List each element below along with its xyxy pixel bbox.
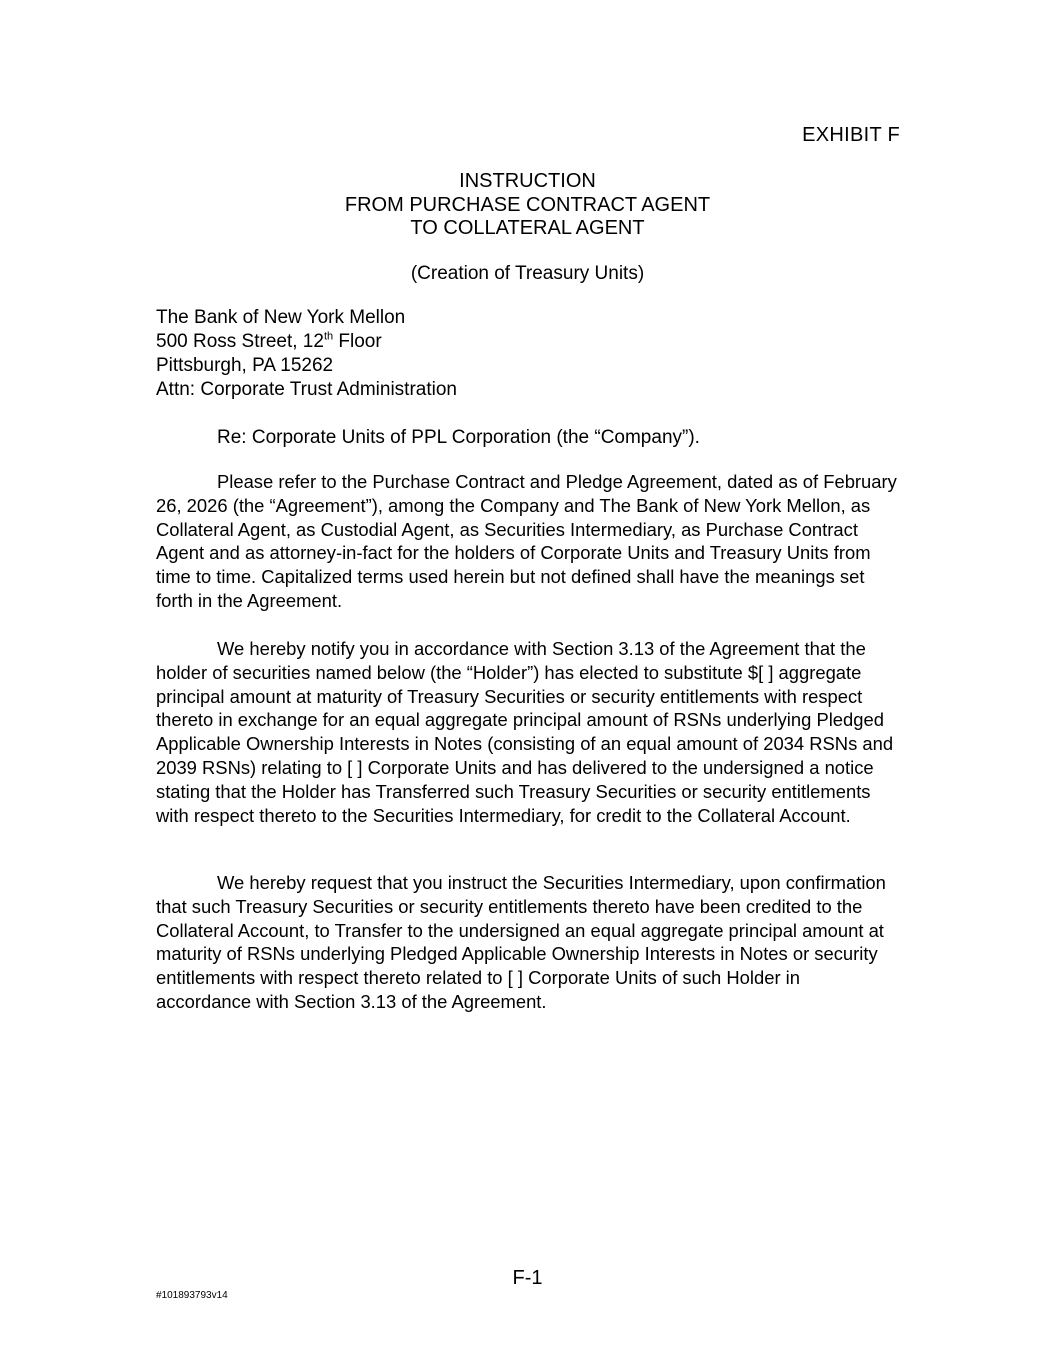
title-line-3: TO COLLATERAL AGENT [410,217,645,239]
address-line-1: The Bank of New York Mellon [156,307,406,328]
address-floor-suffix: th [323,330,334,343]
address-floor: Floor [333,331,382,352]
document-subtitle: (Creation of Treasury Units) [410,263,645,284]
document-title [0,170,1055,241]
address-line-2 [156,330,457,354]
address-street: 500 Ross Street, 12 [156,331,324,352]
body-paragraph-3: We hereby request that you instruct the Securities Intermediary, upon confirmation that such Treasury Securities or security entitlements thereto have been credited to the Collateral Account, to Transfer to the undersigned an equal aggregate principal amount at maturity of RSNs underlying Pledged Applicable Ownership Interests in Notes or security entitlements with respect thereto related to [ ] Corporate Units of such Holder in accordance with Section 3.13 of the Agreement. [156,872,886,1012]
title-line-1: INSTRUCTION [459,170,596,192]
address-line-3: Pittsburgh, PA 15262 [156,355,334,376]
body-paragraph-1: Please refer to the Purchase Contract and Pledge Agreement, dated as of February 26, 2026 (the “Agreement”), among the Company and The Bank of New York Mellon, as Collateral Agent, as Custodial Agent, as Securities Intermediary, as Purchase Contract Agent and as attorney-in-fact for the holders of Corporate Units and Treasury Units from time to time. Capitalized terms used herein but not defined shall have the meanings set forth in the Agreement. [156,471,897,611]
recipient-address [156,306,457,402]
address-line-4: Attn: Corporate Trust Administration [156,379,457,400]
page-number: F-1 [512,1267,543,1289]
body-paragraph-2: We hereby notify you in accordance with Section 3.13 of the Agreement that the holder of securities named below (the “Holder”) has elected to substitute $[ ] aggregate principal amount at maturity of Treasury Securities or security entitlements with respect thereto in exchange for an equal aggregate principal amount of RSNs underlying Pledged Applicable Ownership Interests in Notes (consisting of an equal amount of 2034 RSNs and 2039 RSNs) relating to [ ] Corporate Units and has delivered to the undersigned a notice stating that the Holder has Transferred such Treasury Securities or security entitlements with respect thereto to the Securities Intermediary, for credit to the Collateral Account. [156,638,894,826]
re-line: Re: Corporate Units of PPL Corporation (the “Company”). [217,427,700,448]
title-line-2: FROM PURCHASE CONTRACT AGENT [344,193,711,216]
exhibit-label: EXHIBIT F [802,124,900,146]
document-id: #101893793v14 [156,1290,228,1301]
